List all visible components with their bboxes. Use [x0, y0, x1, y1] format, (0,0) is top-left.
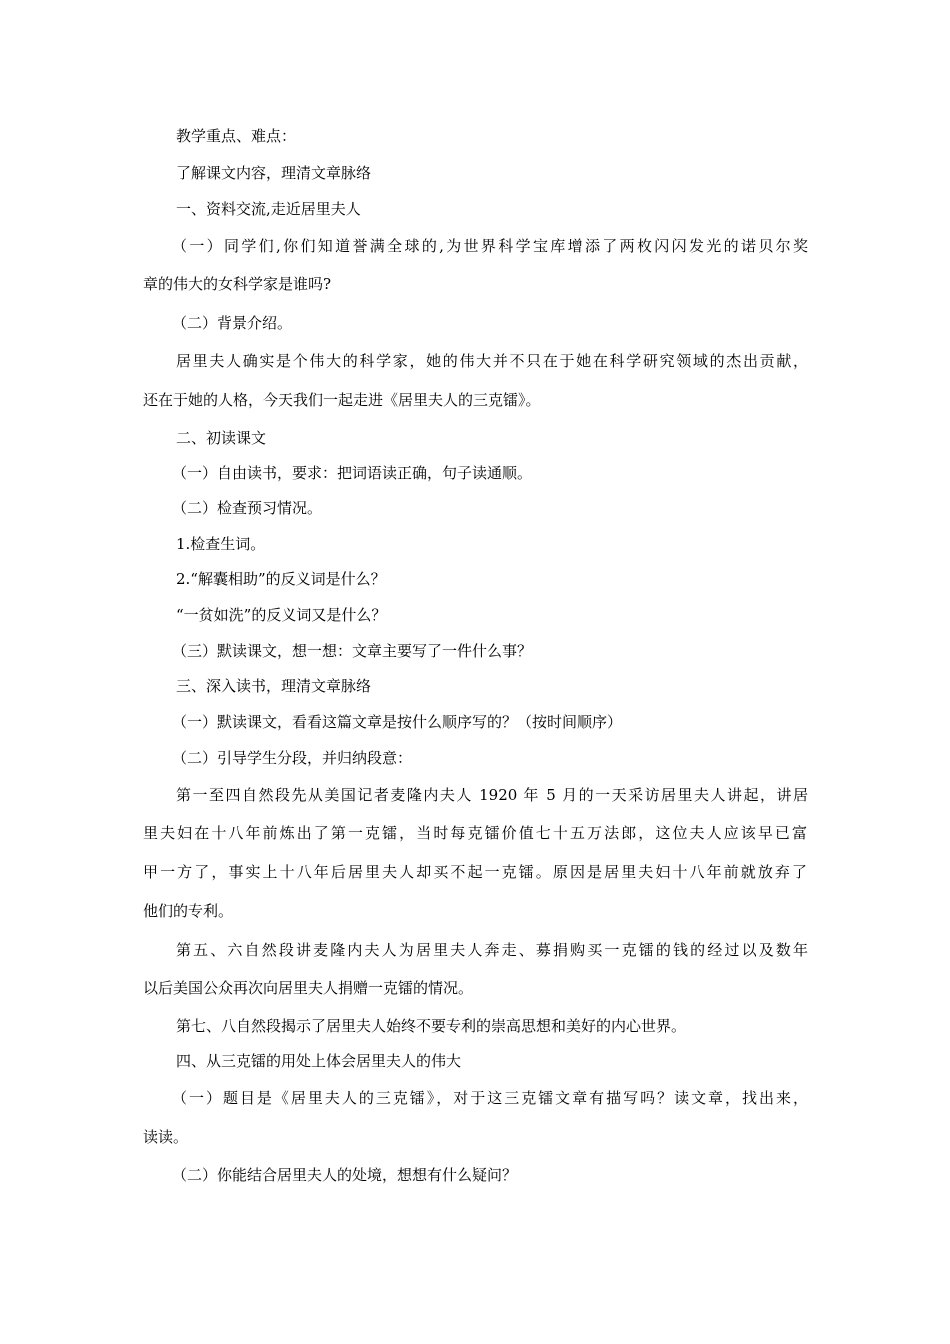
paragraph: （二）检查预习情况。	[172, 499, 323, 517]
section-heading-1: 一、资料交流,走近居里夫人	[176, 200, 361, 218]
section-heading-4: 四、从三克镭的用处上体会居里夫人的伟大	[176, 1052, 462, 1070]
paragraph-continuation: 还在于她的人格，今天我们一起走进《居里夫人的三克镭》。	[143, 391, 541, 409]
paragraph: 第一至四自然段先从美国记者麦隆内夫人 1920 年 5 月的一天采访居里夫人讲起，讲居	[176, 786, 808, 804]
paragraph-continuation: 读读。	[143, 1128, 189, 1146]
section-heading-3: 三、深入读书，理清文章脉络	[176, 677, 372, 695]
paragraph-continuation: 他们的专利。	[143, 902, 234, 920]
paragraph: （二）引导学生分段，并归纳段意：	[172, 749, 413, 767]
paragraph: 第五、六自然段讲麦隆内夫人为居里夫人奔走、募捐购买一克镭的钱的经过以及数年	[176, 941, 808, 959]
paragraph: “一贫如洗”的反义词又是什么？	[176, 606, 387, 624]
list-item: 2.“解囊相助”的反义词是什么？	[176, 570, 386, 588]
list-item: 1.检查生词。	[176, 535, 266, 553]
paragraph: 第七、八自然段揭示了居里夫人始终不要专利的崇高思想和美好的内心世界。	[176, 1017, 687, 1035]
paragraph: （一）同学们,你们知道誉满全球的,为世界科学宝库增添了两枚闪闪发光的诺贝尔奖	[172, 237, 808, 255]
section-heading-key-points: 教学重点、难点：	[176, 127, 297, 145]
paragraph-continuation: 甲一方了，事实上十八年后居里夫人却买不起一克镭。原因是居里夫妇十八年前就放弃了	[143, 863, 807, 881]
paragraph: （一）默读课文，看看这篇文章是按什么顺序写的？（按时间顺序）	[172, 713, 623, 731]
paragraph-continuation: 章的伟大的女科学家是谁吗?	[143, 275, 332, 293]
paragraph: （二）你能结合居里夫人的处境，想想有什么疑问？	[172, 1166, 518, 1184]
paragraph-continuation: 里夫妇在十八年前炼出了第一克镭，当时每克镭价值七十五万法郎，这位夫人应该早已富	[143, 824, 807, 842]
paragraph: 了解课文内容，理清文章脉络	[176, 164, 372, 182]
paragraph-continuation: 以后美国公众再次向居里夫人捐赠一克镭的情况。	[143, 979, 474, 997]
section-heading-2: 二、初读课文	[176, 429, 267, 447]
paragraph: （一）自由读书，要求：把词语读正确，句子读通顺。	[172, 464, 533, 482]
paragraph: （一）题目是《居里夫人的三克镭》，对于这三克镭文章有描写吗？读文章，找出来，	[172, 1089, 808, 1107]
paragraph: （三）默读课文，想一想：文章主要写了一件什么事？	[172, 642, 533, 660]
paragraph: （二）背景介绍。	[172, 314, 293, 332]
paragraph: 居里夫人确实是个伟大的科学家，她的伟大并不只在于她在科学研究领域的杰出贡献，	[176, 352, 808, 370]
